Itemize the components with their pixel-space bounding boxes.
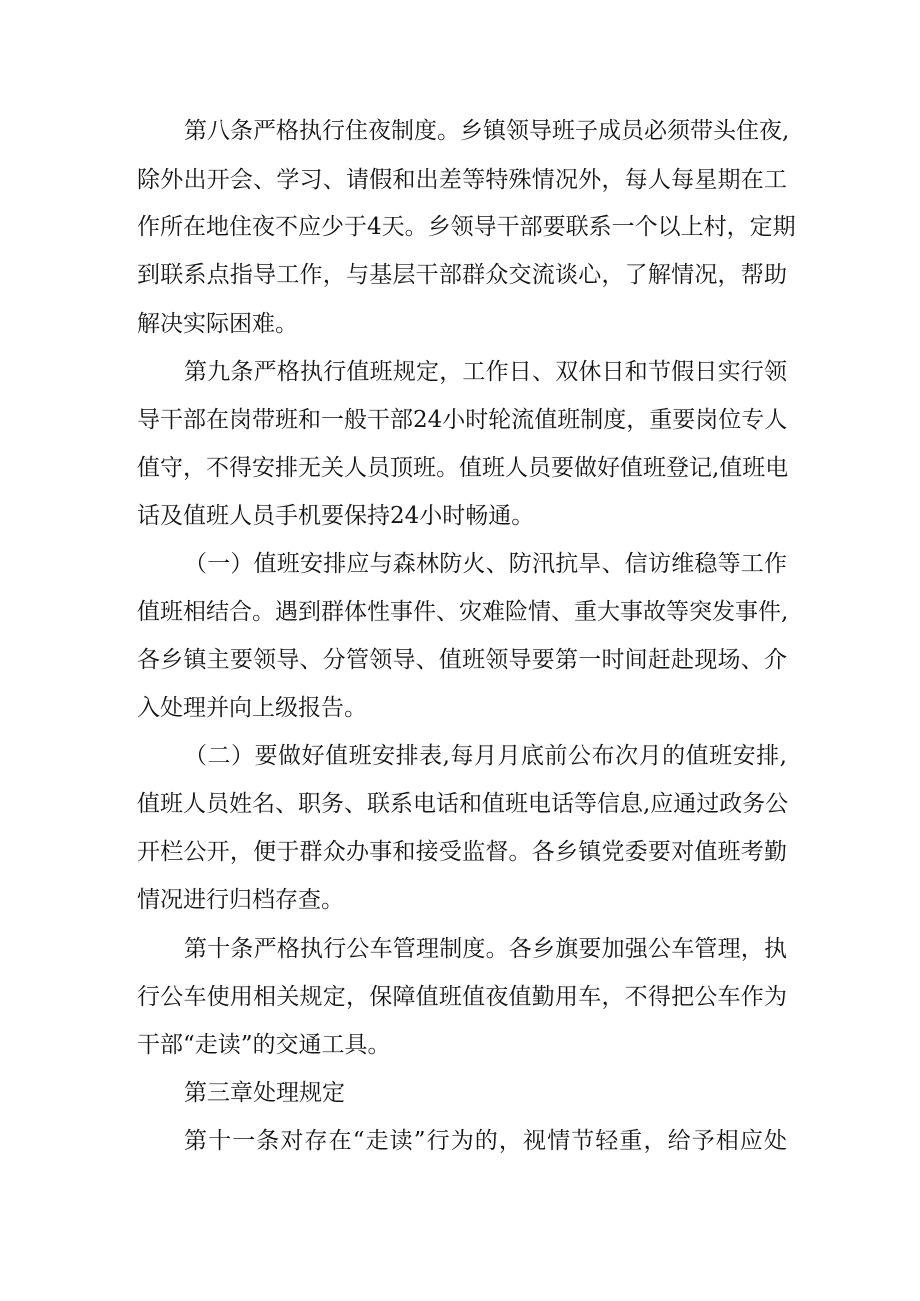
- text-line: （一）值班安排应与森林防火、防汛抗旱、信访维稳等工作: [184, 551, 787, 577]
- text-line: 值班人员姓名、职务、联系电话和值班电话等信息,应通过政务公: [137, 791, 789, 817]
- text-line: 值守，不得安排无关人员顶班。值班人员要做好值班登记,值班电: [137, 455, 789, 481]
- text-line: 开栏公开，便于群众办事和接受监督。各乡镇党委要对值班考勤: [137, 839, 787, 865]
- text-line: 干部“走读”的交通工具。: [137, 1032, 391, 1058]
- text-line: 导干部在岗带班和一般干部24小时轮流值班制度，重要岗位专人: [137, 407, 788, 433]
- text-line: 解决实际困难。: [137, 311, 298, 337]
- text-line: 值班相结合。遇到群体性事件、灾难险情、重大事故等突发事件,: [137, 599, 789, 625]
- text-line: 第十一条对存在“走读”行为的，视情节轻重，给予相应处: [184, 1128, 787, 1154]
- text-line: 行公车使用相关规定，保障值班值夜值勤用车，不得把公车作为: [137, 984, 787, 1010]
- text-line: 第九条严格执行值班规定，工作日、双休日和节假日实行领: [184, 359, 787, 385]
- text-line: 作所在地住夜不应少于4天。乡领导干部要联系一个以上村，定期: [137, 214, 796, 240]
- text-line: 第十条严格执行公车管理制度。各乡旗要加强公车管理，执: [184, 936, 787, 962]
- text-line: 各乡镇主要领导、分管领导、值班领导要第一时间赶赴现场、介: [137, 647, 787, 673]
- text-line: 除外出开会、学习、请假和出差等特殊情况外，每人每星期在工: [137, 167, 787, 193]
- chapter-heading: 第三章处理规定: [184, 1080, 345, 1106]
- text-line: （二）要做好值班安排表,每月月底前公布次月的值班安排,: [184, 743, 787, 769]
- text-line: 入处理并向上级报告。: [137, 695, 367, 721]
- text-line: 话及值班人员手机要保持24小时畅通。: [137, 503, 535, 529]
- text-line: 到联系点指导工作，与基层干部群众交流谈心，了解情况，帮助: [137, 262, 787, 288]
- text-line: 情况进行归档存查。: [137, 887, 344, 913]
- text-line: 第八条严格执行住夜制度。乡镇领导班子成员必须带头住夜,: [184, 118, 790, 144]
